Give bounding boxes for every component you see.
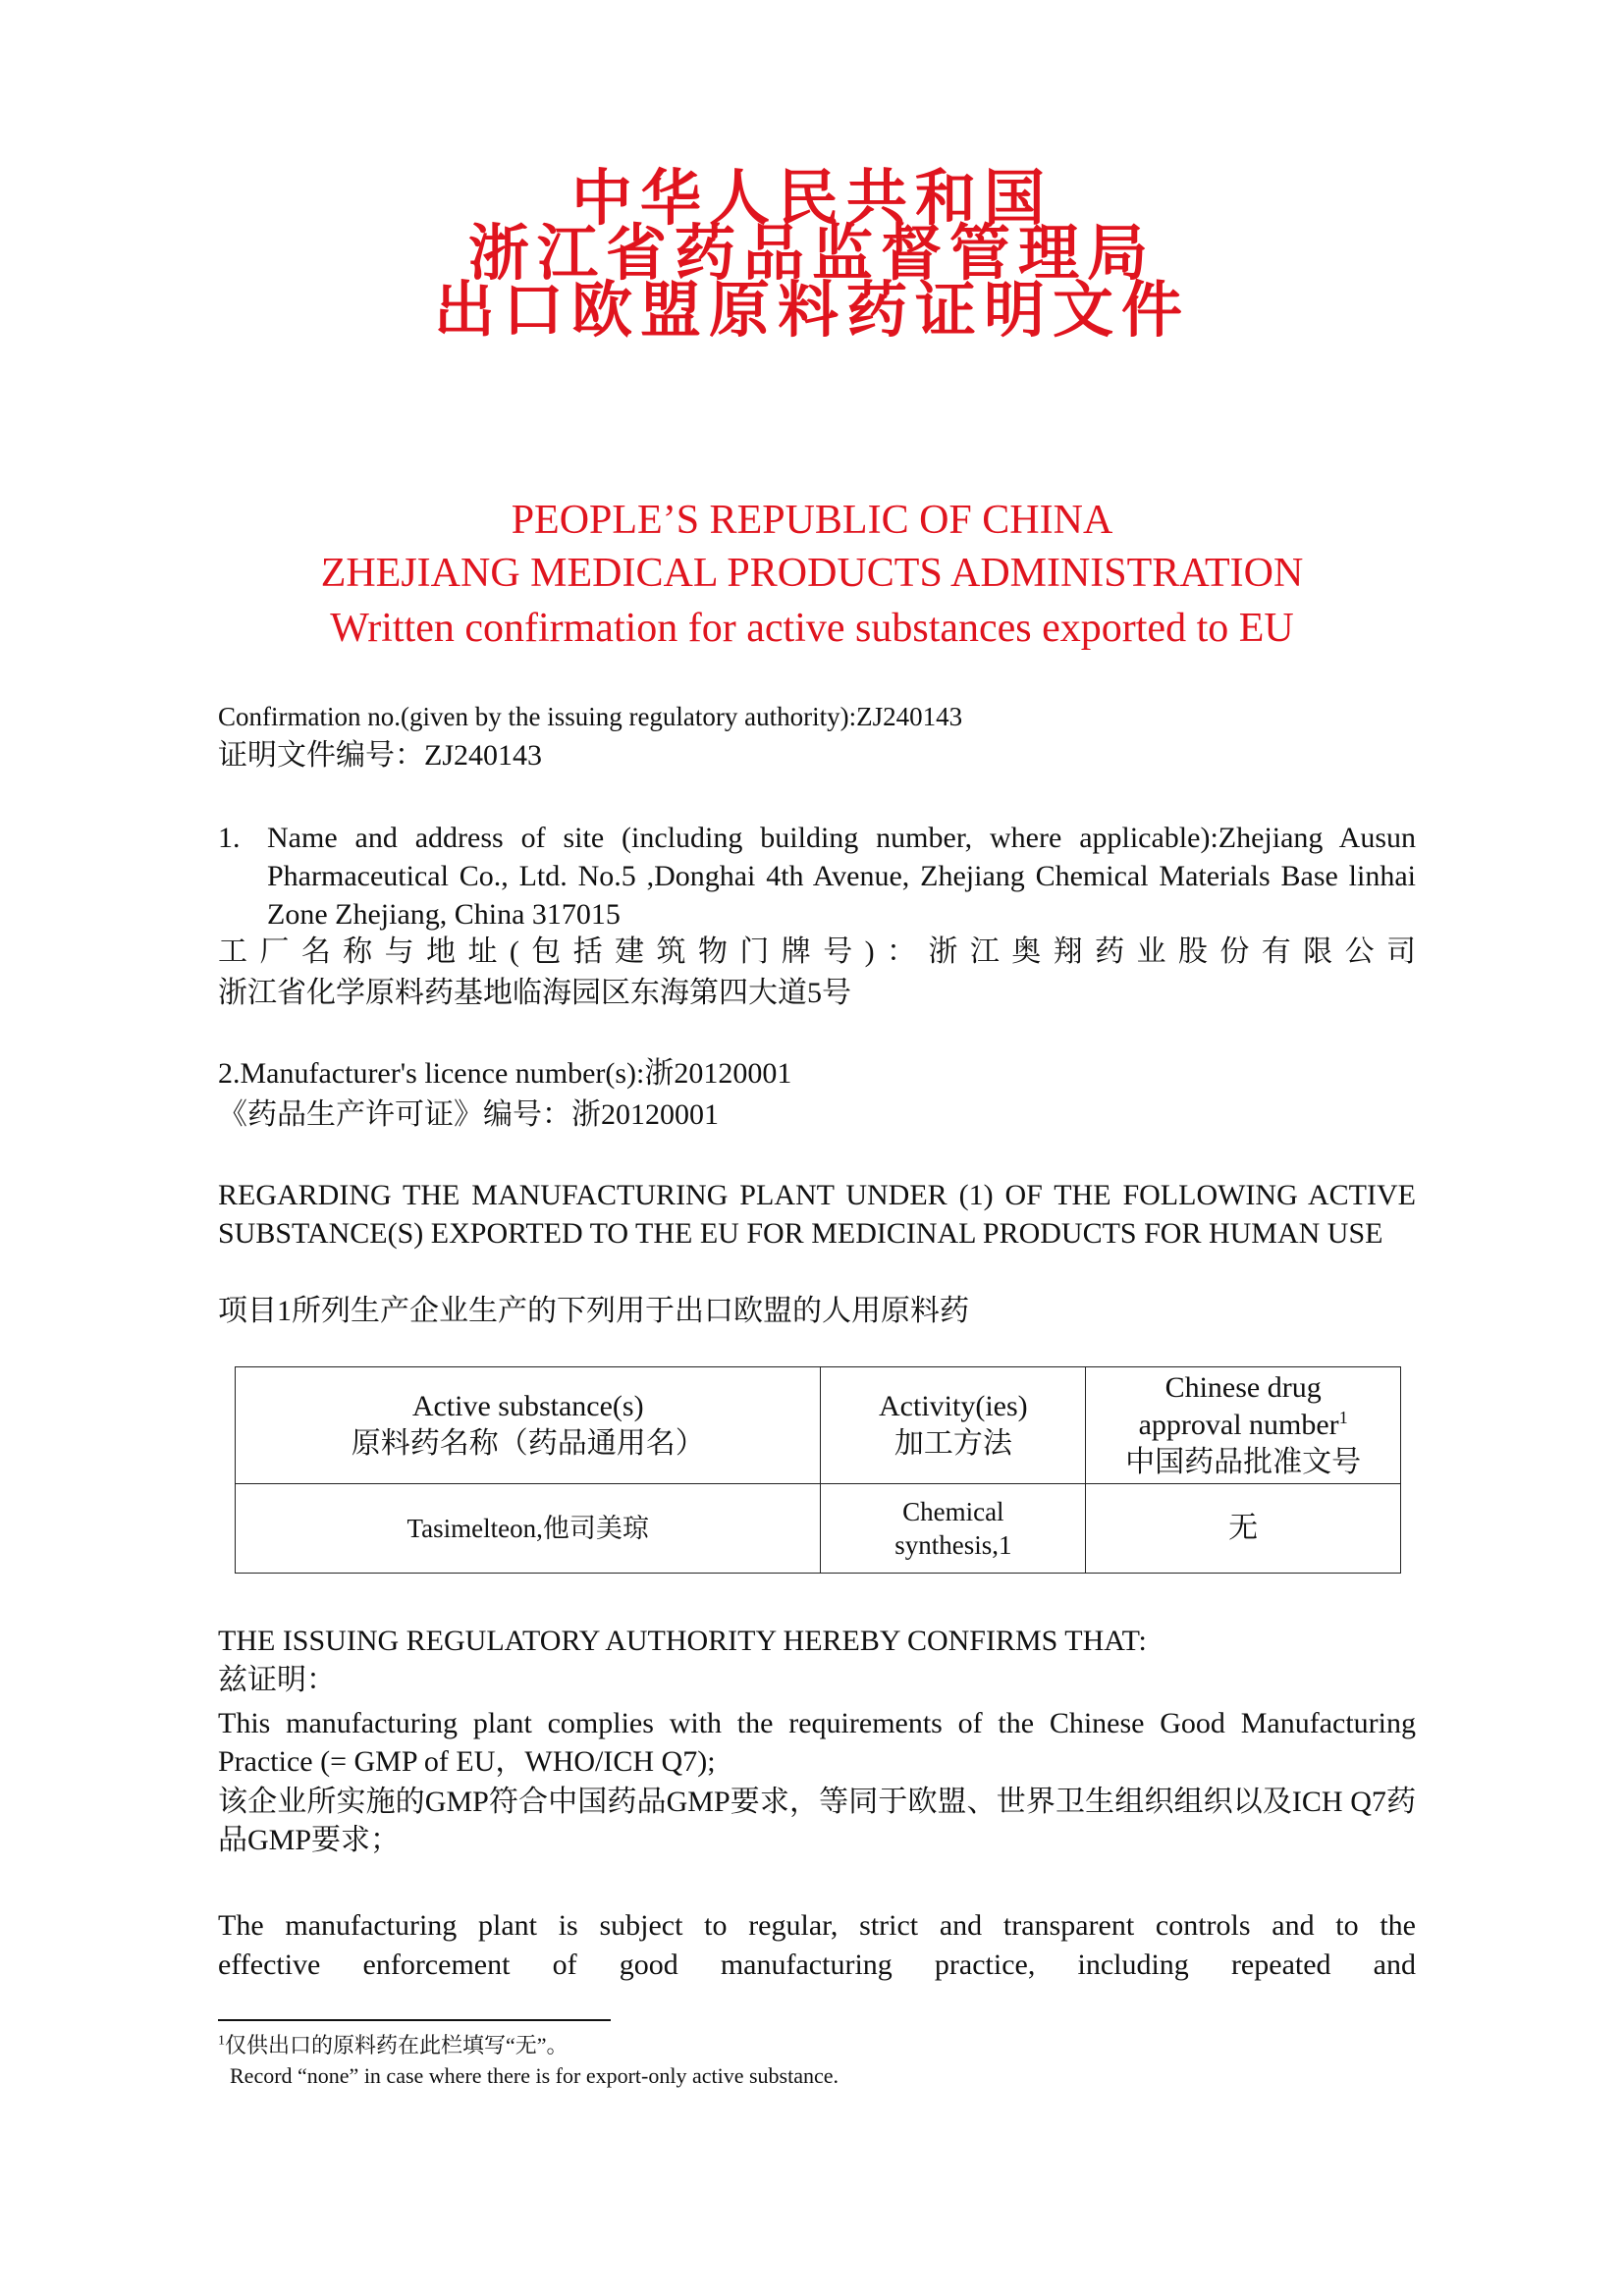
footnote-separator (218, 2019, 611, 2021)
regarding-text-en: REGARDING THE MANUFACTURING PLANT UNDER (1) OF THE FOLLOWING ACTIVE SUBSTANCE(S) EXPORTED TO THE EU FOR MEDICINAL PRODUCTS FOR HUMAN USE (218, 1179, 1416, 1250)
header-cn-line3: 出口欧盟原料药证明文件 (433, 274, 1190, 346)
cell-approval: 无 (1086, 1484, 1401, 1574)
item2-licence-en: 2.Manufacturer's licence number(s):浙20120001 (218, 1057, 792, 1090)
item1-text-cn-line2: 浙江省化学原料药基地临海园区东海第四大道5号 (218, 977, 851, 1009)
confirms-para2-en-line2: effective enforcement of good manufacturing practice, including repeated and (218, 1949, 1416, 1981)
item1-text-cn-line1: 工厂名称与地址(包括建筑物门牌号)：浙江奥翔药业股份有限公司 (218, 935, 1416, 968)
confirms-para1-en: This manufacturing plant complies with the requirements of the Chinese Good Manufacturing Practice (= GMP of EU，WHO/ICH Q7); (218, 1707, 1416, 1778)
confirms-heading-cn: 兹证明： (218, 1664, 336, 1696)
header-en-line3: Written confirmation for active substances exported to EU (330, 606, 1294, 651)
footnote (218, 2030, 1416, 2091)
active-substance-table (235, 1366, 1401, 1574)
cell-activity: Chemical synthesis,1 (821, 1484, 1086, 1574)
confirmation-no-cn: 证明文件编号：ZJ240143 (218, 739, 542, 772)
header-approval-number: Chinese drug approval number$^1$ 中国药品批准文号 (1086, 1367, 1401, 1484)
table-row (236, 1484, 1401, 1574)
item2-licence-cn: 《药品生产许可证》编号：浙20120001 (218, 1098, 719, 1131)
cell-substance: Tasimelteon,他司美琼 (236, 1484, 821, 1574)
footnote-en: Record “none” in case where there is for export-only active substance. (230, 2063, 839, 2088)
footnote-reference: 1 (1338, 1408, 1348, 1427)
regarding-text-cn: 项目1所列生产企业生产的下列用于出口欧盟的人用原料药 (218, 1295, 969, 1327)
header-en-line1: PEOPLE’S REPUBLIC OF CHINA (511, 498, 1113, 543)
header-active-substance: Active substance(s) 原料药名称（药品通用名） (236, 1367, 821, 1484)
item1-site (218, 819, 1416, 934)
confirmation-no-en: Confirmation no.(given by the issuing regulatory authority):ZJ240143 (218, 702, 963, 731)
item1-number: 1. (218, 822, 241, 854)
confirms-para2-en-line1: The manufacturing plant is subject to regular, strict and transparent controls and to the (218, 1909, 1416, 1942)
item1-text-en: Name and address of site (including building number, where applicable):Zhejiang Ausun Pharmaceutical Co., Ltd. No.5 ,Donghai 4th Avenue, Zhejiang Chemical Materials Base linhai Zone Zhejiang, China 317015 (267, 822, 1416, 931)
header-en-line2: ZHEJIANG MEDICAL PRODUCTS ADMINISTRATION (320, 551, 1304, 596)
footnote-cn: $^1$仅供出口的原料药在此栏填写“无”。 (218, 2033, 568, 2057)
header-cn-line2: 浙江省药品监督管理局 (467, 217, 1156, 289)
confirms-para1-cn: 该企业所实施的GMP符合中国药品GMP要求，等同于欧盟、世界卫生组织组织以及ICH Q7药品GMP要求； (218, 1786, 1416, 1856)
table-header-row (236, 1367, 1401, 1484)
confirms-heading-en: THE ISSUING REGULATORY AUTHORITY HEREBY CONFIRMS THAT: (218, 1625, 1147, 1657)
header-cn-line1: 中华人民共和国 (570, 162, 1053, 234)
header-activity: Activity(ies) 加工方法 (821, 1367, 1086, 1484)
